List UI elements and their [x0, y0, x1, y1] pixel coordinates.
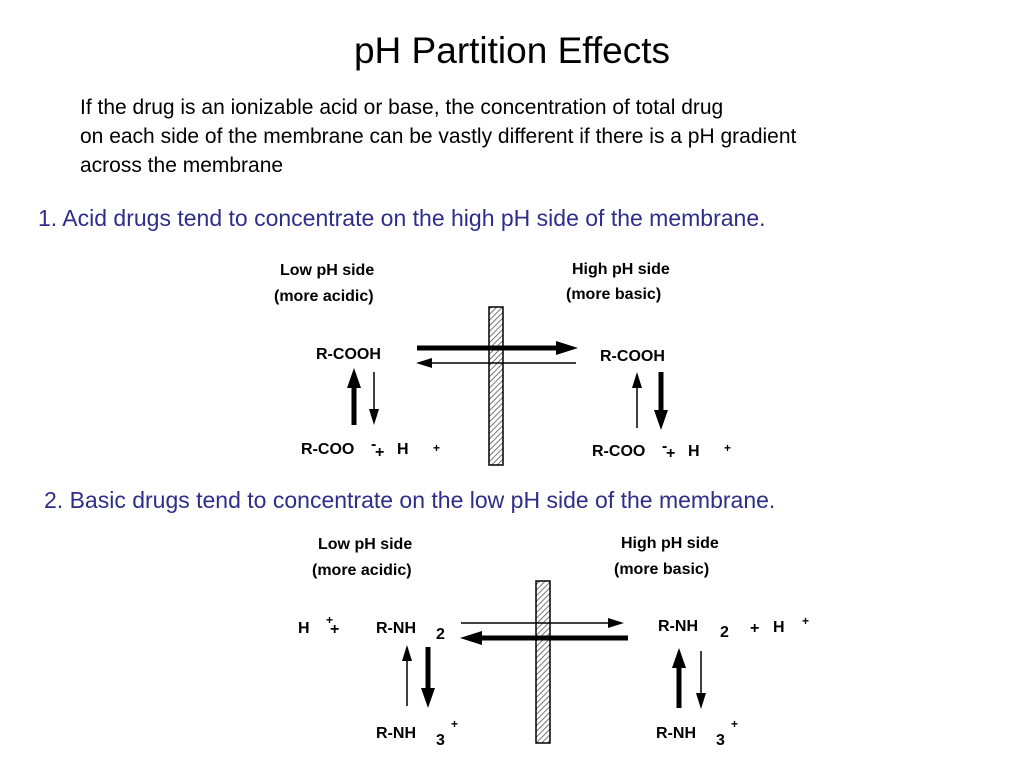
- acid-right-rcooh: R-COOH: [600, 348, 665, 365]
- base-right-ammonium-subscript: 3: [716, 732, 725, 749]
- acid-right-plus: +: [666, 445, 676, 462]
- acid-drugs-heading: 1. Acid drugs tend to concentrate on the high pH side of the membrane.: [38, 205, 766, 231]
- base-left-up-arrow: [402, 645, 412, 706]
- acid-right-up-arrow: [632, 372, 642, 428]
- base-high-ph-label: High pH side: [621, 535, 719, 552]
- base-right-proton-charge: +: [802, 614, 810, 628]
- acid-high-ph-sublabel: (more basic): [566, 286, 662, 303]
- base-membrane: [536, 581, 550, 743]
- base-right-amine: R-NH: [658, 618, 698, 635]
- acid-right-carboxylate: R-COO: [592, 443, 646, 460]
- base-left-plus: +: [330, 621, 340, 638]
- acid-left-carboxylate: R-COO: [301, 441, 355, 458]
- acid-low-ph-sublabel: (more acidic): [274, 288, 374, 305]
- acid-high-ph-label: High pH side: [572, 261, 670, 278]
- basic-drugs-heading: 2. Basic drugs tend to concentrate on the low pH side of the membrane.: [44, 487, 776, 513]
- base-left-ammonium-subscript: 3: [436, 732, 445, 749]
- base-left-amine: R-NH: [376, 620, 416, 637]
- base-high-ph-sublabel: (more basic): [614, 561, 710, 578]
- base-right-up-arrow: [672, 648, 686, 708]
- acid-left-up-arrow: [347, 368, 361, 425]
- acid-low-ph-label: Low pH side: [280, 262, 375, 279]
- slide-title: pH Partition Effects: [353, 30, 671, 71]
- base-low-ph-sublabel: (more acidic): [312, 562, 412, 579]
- acid-left-rcooh: R-COOH: [316, 346, 381, 363]
- base-right-proton: H: [773, 619, 785, 636]
- base-right-down-arrow: [696, 651, 706, 709]
- acid-membrane: [489, 307, 503, 465]
- acid-left-proton: H: [397, 441, 409, 458]
- intro-line: on each side of the membrane can be vastly different if there is a pH gradient: [80, 125, 797, 148]
- acid-left-plus: +: [375, 444, 385, 461]
- intro-line: across the membrane: [80, 154, 284, 177]
- acid-right-proton-charge: +: [724, 441, 732, 455]
- acid-left-down-arrow: [369, 372, 379, 425]
- acid-right-down-arrow: [654, 372, 668, 430]
- intro-line: If the drug is an ionizable acid or base, the concentration of total drug: [80, 96, 724, 119]
- base-low-ph-label: Low pH side: [318, 536, 413, 553]
- base-left-ammonium: R-NH: [376, 725, 416, 742]
- base-left-proton-charge: +: [326, 613, 334, 627]
- acid-right-minus: -: [662, 438, 668, 455]
- acid-left-proton-charge: +: [433, 441, 441, 455]
- base-left-amine-subscript: 2: [436, 626, 445, 643]
- acid-left-minus: -: [371, 436, 377, 453]
- base-right-amine-subscript: 2: [720, 624, 729, 641]
- base-left-proton: H: [298, 620, 310, 637]
- base-left-down-arrow: [421, 647, 435, 708]
- base-left-ammonium-charge: +: [451, 717, 459, 731]
- base-right-plus: +: [750, 620, 760, 637]
- acid-right-proton: H: [688, 443, 700, 460]
- base-right-ammonium-charge: +: [731, 717, 739, 731]
- base-right-ammonium: R-NH: [656, 725, 696, 742]
